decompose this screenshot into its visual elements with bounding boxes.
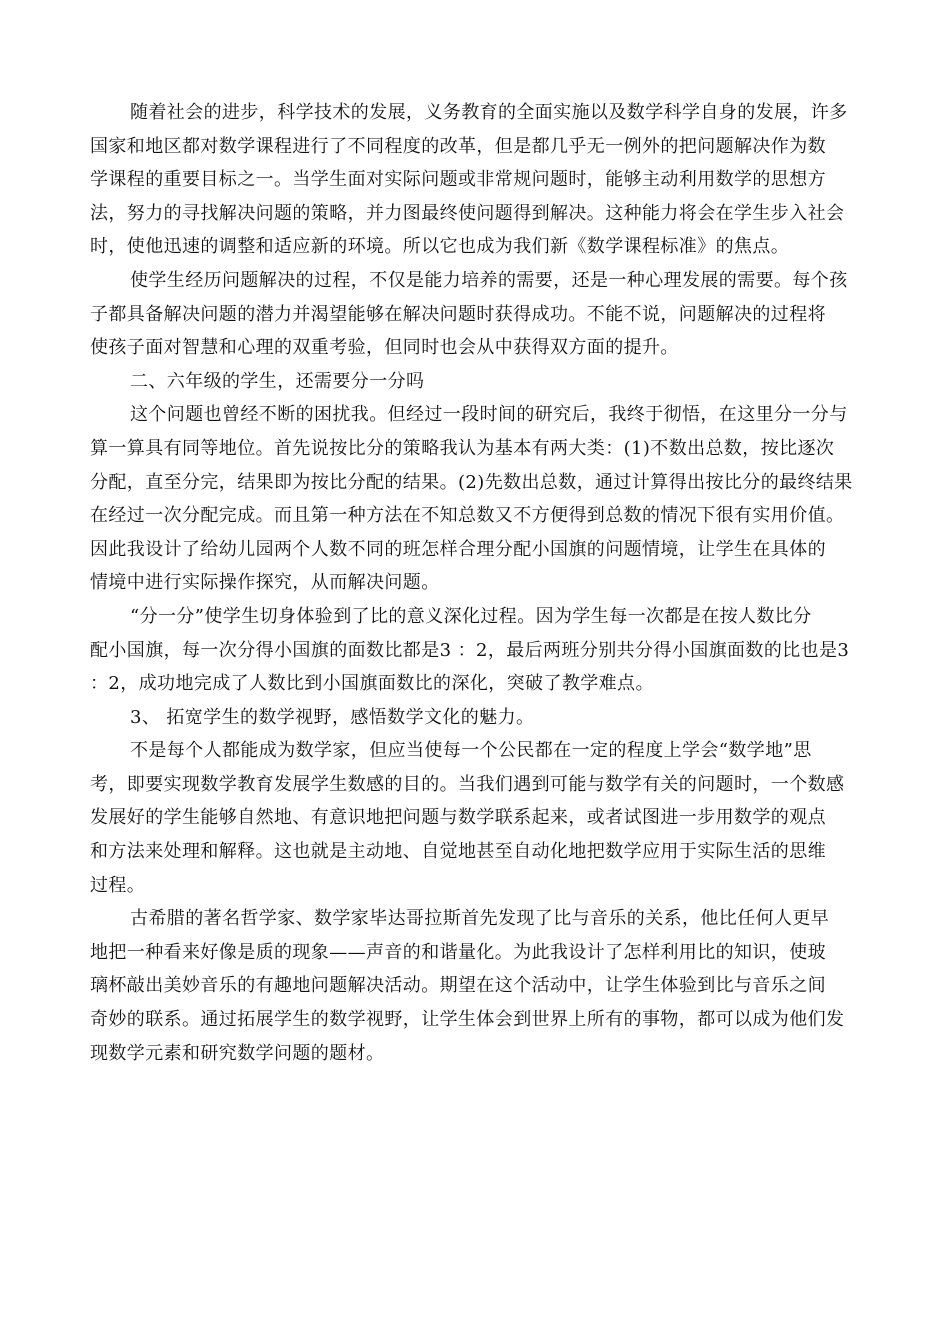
text-line: 随着社会的进步，科学技术的发展，义务教育的全面实施以及数学科学自身的发展，许多	[130, 102, 848, 123]
text-line: 古希腊的著名哲学家、数学家毕达哥拉斯首先发现了比与音乐的关系，他比任何人更早	[130, 908, 830, 930]
paragraph-1	[90, 96, 862, 264]
text-line: 考，即要实现数学教育发展学生数感的目的。当我们遇到可能与数学有关的问题时，一个数感	[90, 773, 845, 795]
section-heading-3	[90, 701, 862, 735]
text-line: 因此我设计了给幼儿园两个人数不同的班怎样合理分配小国旗的问题情境，让学生在具体的	[90, 538, 826, 560]
text-line: 学课程的重要目标之一。当学生面对实际问题或非常规问题时，能够主动利用数学的思想方	[90, 169, 826, 191]
paragraph-6	[90, 902, 862, 1070]
text-line: “分一分”使学生切身体验到了比的意义深化过程。因为学生每一次都是在按人数比分	[130, 605, 812, 627]
text-line: 配小国旗，每一次分得小国旗的面数比都是3 ：2，最后两班分别共分得小国旗面数的比也是3	[90, 639, 850, 661]
text-line: 在经过一次分配完成。而且第一种方法在不知总数又不方便得到总数的情况下很有实用价值。	[90, 505, 845, 527]
text-line: 和方法来处理和解释。这也就是主动地、自觉地甚至自动化地把数学应用于实际生活的思维	[90, 841, 826, 863]
paragraph-4	[90, 600, 862, 701]
text-line: 情境中进行实际操作探究，从而解决问题。	[90, 572, 440, 594]
text-line: 使孩子面对智慧和心理的双重考验，但同时也会从中获得双方面的提升。	[90, 337, 679, 359]
text-line: 现数学元素和研究数学问题的题材。	[90, 1042, 385, 1064]
text-line: 奇妙的联系。通过拓展学生的数学视野，让学生体会到世界上所有的事物，都可以成为他们发	[90, 1009, 845, 1031]
text-line: ：2，成功地完成了人数比到小国旗面数比的深化，突破了教学难点。	[90, 673, 654, 695]
text-line: 算一算具有同等地位。首先说按比分的策略我认为基本有两大类：(1)不数出总数，按比逐次	[90, 437, 835, 459]
text-line: 璃杯敲出美妙音乐的有趣地问题解决活动。期望在这个活动中，让学生体验到比与音乐之间	[90, 975, 826, 997]
section-heading: 3、 拓宽学生的数学视野，感悟数学文化的魅力。	[130, 706, 535, 728]
section-heading-2	[90, 365, 862, 399]
text-line: 子都具备解决问题的潜力并渴望能够在解决问题时获得成功。不能不说，问题解决的过程将	[90, 303, 826, 325]
text-line: 时，使他迅速的调整和适应新的环境。所以它也成为我们新《数学课程标准》的焦点。	[90, 236, 790, 258]
text-line: 分配，直至分完，结果即为按比分配的结果。(2)先数出总数，通过计算得出按比分的最终结果	[90, 471, 853, 493]
paragraph-3	[90, 398, 862, 600]
document-body	[90, 96, 862, 1070]
paragraph-2	[90, 264, 862, 365]
section-heading: 二、六年级的学生，还需要分一分吗	[130, 370, 425, 392]
text-line: 这个问题也曾经不断的困扰我。但经过一段时间的研究后，我终于彻悟，在这里分一分与	[130, 404, 848, 426]
text-line: 不是每个人都能成为数学家，但应当使每一个公民都在一定的程度上学会“数学地”思	[130, 740, 812, 762]
text-line: 地把一种看来好像是质的现象——声音的和谐量化。为此我设计了怎样利用比的知识，使玻	[90, 941, 826, 963]
text-line: 国家和地区都对数学课程进行了不同程度的改革，但是都几乎无一例外的把问题解决作为数	[90, 135, 826, 157]
text-line: 使学生经历问题解决的过程，不仅是能力培养的需要，还是一种心理发展的需要。每个孩	[130, 269, 848, 291]
text-line: 过程。	[90, 874, 146, 896]
text-line: 发展好的学生能够自然地、有意识地把问题与数学联系起来，或者试图进一步用数学的观点	[90, 807, 826, 829]
paragraph-5	[90, 734, 862, 902]
text-line: 法，努力的寻找解决问题的策略，并力图最终使问题得到解决。这种能力将会在学生步入社会	[90, 202, 845, 224]
